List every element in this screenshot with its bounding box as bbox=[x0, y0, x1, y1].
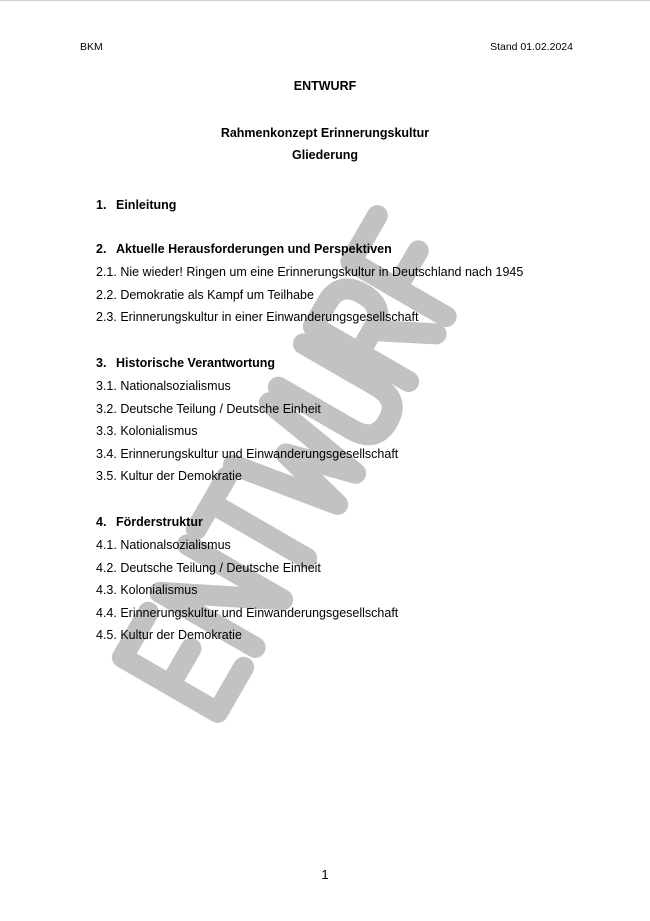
section-1 bbox=[96, 194, 176, 217]
subsection-item: 3.4. Erinnerungskultur und Einwanderungsgesellschaft bbox=[96, 446, 399, 461]
subsection-list bbox=[96, 261, 523, 329]
section-heading bbox=[96, 238, 523, 261]
subsection-item: 4.5. Kultur der Demokratie bbox=[96, 628, 242, 643]
section-4 bbox=[96, 511, 398, 647]
subsection-item: 4.2. Deutsche Teilung / Deutsche Einheit bbox=[96, 560, 321, 575]
header-date: Stand 01.02.2024 bbox=[490, 41, 573, 53]
subsection-list bbox=[96, 534, 398, 647]
section-heading bbox=[96, 194, 176, 217]
page-number: 1 bbox=[321, 867, 329, 882]
subsection-item: 3.5. Kultur der Demokratie bbox=[96, 469, 242, 484]
section-heading bbox=[96, 352, 398, 375]
section-number: 3. bbox=[96, 356, 107, 370]
subsection-item: 4.1. Nationalsozialismus bbox=[96, 538, 231, 552]
document-subtitle: Gliederung bbox=[292, 148, 358, 162]
section-title: Aktuelle Herausforderungen und Perspektiven bbox=[116, 242, 392, 256]
section-number: 1. bbox=[96, 198, 107, 212]
subsection-item: 2.1. Nie wieder! Ringen um eine Erinnerungskultur in Deutschland nach 1945 bbox=[96, 265, 524, 279]
section-3 bbox=[96, 352, 398, 488]
subsection-item: 2.3. Erinnerungskultur in einer Einwanderungsgesellschaft bbox=[96, 310, 419, 325]
section-number: 2. bbox=[96, 242, 107, 256]
section-title: Einleitung bbox=[116, 198, 177, 212]
subsection-list bbox=[96, 375, 398, 488]
subsection-item: 3.1. Nationalsozialismus bbox=[96, 379, 231, 393]
draft-label: ENTWURF bbox=[293, 79, 357, 93]
subsection-item: 2.2. Demokratie als Kampf um Teilhabe bbox=[96, 287, 314, 302]
subsection-item: 4.3. Kolonialismus bbox=[96, 583, 198, 598]
section-heading bbox=[96, 511, 398, 534]
section-number: 4. bbox=[96, 515, 107, 529]
section-title: Historische Verantwortung bbox=[116, 356, 276, 370]
subsection-item: 3.2. Deutsche Teilung / Deutsche Einheit bbox=[96, 401, 321, 416]
header-organization: BKM bbox=[80, 41, 103, 53]
subsection-item: 4.4. Erinnerungskultur und Einwanderungsgesellschaft bbox=[96, 605, 399, 620]
document-title: Rahmenkonzept Erinnerungskultur bbox=[220, 126, 430, 140]
subsection-item: 3.3. Kolonialismus bbox=[96, 424, 198, 439]
section-title: Förderstruktur bbox=[116, 515, 203, 529]
section-2 bbox=[96, 238, 523, 329]
